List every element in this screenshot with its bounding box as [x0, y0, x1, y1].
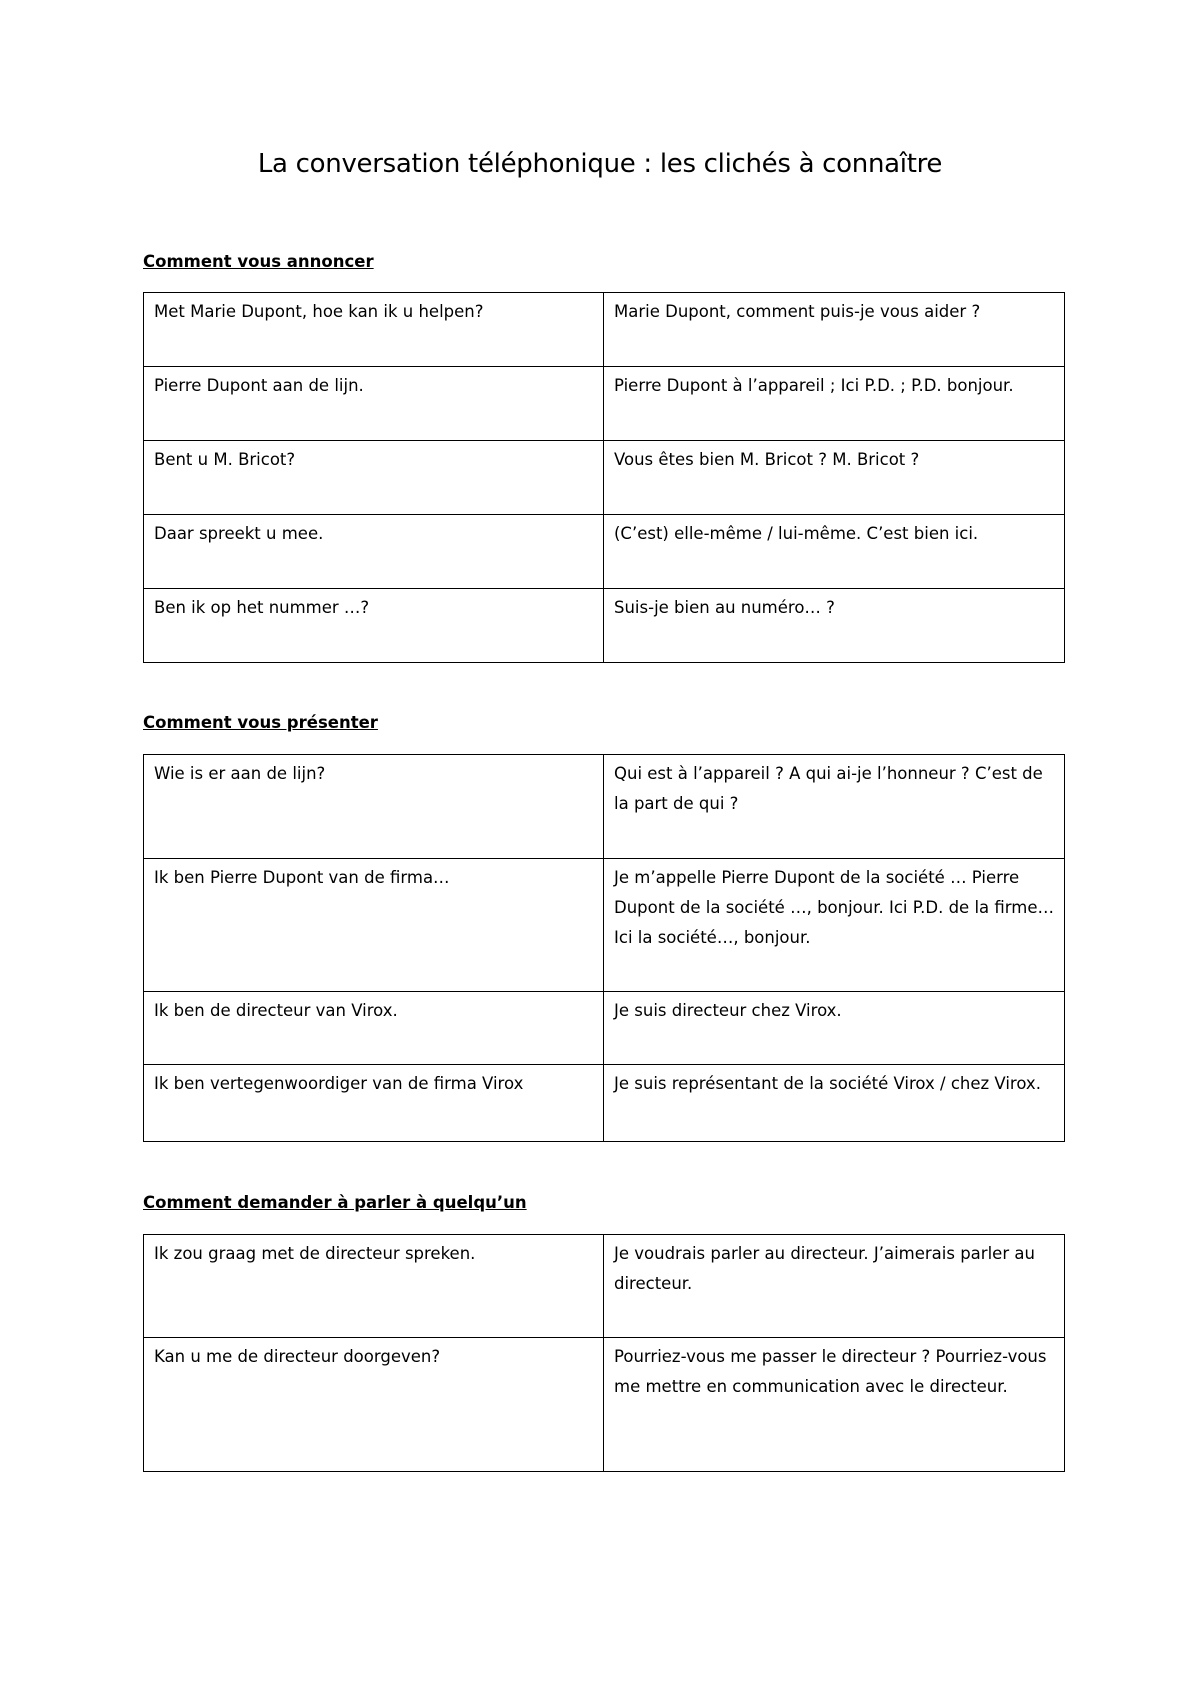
table-row [144, 1065, 1065, 1142]
dutch-phrase: Ik ben de directeur van Virox. [144, 992, 604, 1065]
table-row [144, 755, 1065, 859]
phrase-table-introduce [143, 754, 1065, 1142]
phrase-table-ask-to-speak [143, 1234, 1065, 1472]
dutch-phrase: Pierre Dupont aan de lijn. [144, 367, 604, 441]
dutch-phrase: Ben ik op het nummer …? [144, 589, 604, 663]
dutch-phrase: Kan u me de directeur doorgeven? [144, 1338, 604, 1472]
section-heading-announce: Comment vous annoncer [143, 252, 374, 271]
table-row [144, 367, 1065, 441]
french-phrase: Qui est à l’appareil ? A qui ai-je l’honneur ? C’est de la part de qui ? [604, 755, 1065, 859]
dutch-phrase: Ik ben vertegenwoordiger van de firma Virox [144, 1065, 604, 1142]
french-phrase: Marie Dupont, comment puis-je vous aider ? [604, 293, 1065, 367]
french-phrase: Pierre Dupont à l’appareil ; Ici P.D. ; P.D. bonjour. [604, 367, 1065, 441]
french-phrase: Vous êtes bien M. Bricot ? M. Bricot ? [604, 441, 1065, 515]
page-title: La conversation téléphonique : les clichés à connaître [257, 149, 943, 179]
table-row [144, 1235, 1065, 1338]
section-heading-ask-to-speak: Comment demander à parler à quelqu’un [143, 1193, 527, 1212]
table-row [144, 589, 1065, 663]
table-row [144, 515, 1065, 589]
dutch-phrase: Daar spreekt u mee. [144, 515, 604, 589]
dutch-phrase: Ik ben Pierre Dupont van de firma… [144, 859, 604, 992]
dutch-phrase: Met Marie Dupont, hoe kan ik u helpen? [144, 293, 604, 367]
dutch-phrase: Bent u M. Bricot? [144, 441, 604, 515]
dutch-phrase: Ik zou graag met de directeur spreken. [144, 1235, 604, 1338]
table-row [144, 293, 1065, 367]
french-phrase: Je m’appelle Pierre Dupont de la société … Pierre Dupont de la société …, bonjour. Ici P.D. de la firme… Ici la société…, bonjour. [604, 859, 1065, 992]
section-heading-introduce: Comment vous présenter [143, 713, 378, 732]
table-row [144, 992, 1065, 1065]
table-row [144, 441, 1065, 515]
table-row [144, 1338, 1065, 1472]
french-phrase: Suis-je bien au numéro… ? [604, 589, 1065, 663]
french-phrase: Pourriez-vous me passer le directeur ? Pourriez-vous me mettre en communication avec le directeur. [604, 1338, 1065, 1472]
french-phrase: (C’est) elle-même / lui-même. C’est bien ici. [604, 515, 1065, 589]
phrase-table-announce [143, 292, 1065, 663]
french-phrase: Je voudrais parler au directeur. J’aimerais parler au directeur. [604, 1235, 1065, 1338]
french-phrase: Je suis directeur chez Virox. [604, 992, 1065, 1065]
french-phrase: Je suis représentant de la société Virox / chez Virox. [604, 1065, 1065, 1142]
table-row [144, 859, 1065, 992]
dutch-phrase: Wie is er aan de lijn? [144, 755, 604, 859]
